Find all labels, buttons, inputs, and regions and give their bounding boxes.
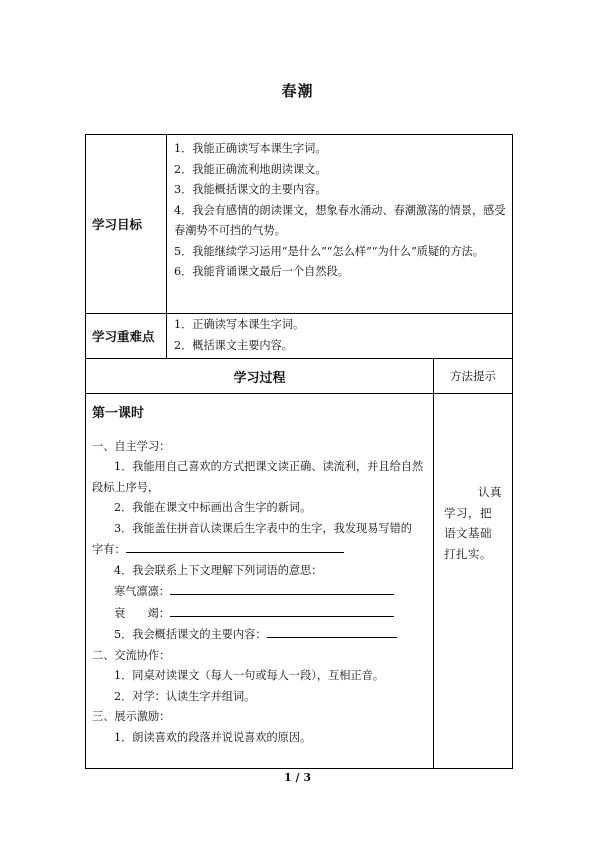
- key-points-label: 学习重难点: [86, 314, 167, 359]
- showcase-item: 1．朗读喜欢的段落并说说喜欢的原因。: [114, 730, 312, 744]
- term-row: 衰 竭：: [92, 603, 427, 625]
- method-tip: [434, 394, 513, 769]
- self-study-item: 1．我能用自己喜欢的方式把课文读正确、读流利，并且给自然段标上序号，: [92, 460, 424, 494]
- document-title: 春潮: [281, 82, 314, 100]
- lesson-title: 第一课时: [92, 406, 145, 421]
- method-tip-text: 认真学习，把语文基础打扎实。: [444, 485, 502, 561]
- goals-list: [167, 135, 513, 314]
- goal-item: 3．我能概括课文的主要内容。: [174, 183, 327, 196]
- key-point-item: 2．概括课文主要内容。: [174, 338, 293, 352]
- goal-item: 2．我能正确流利地朗读课文。: [174, 162, 327, 176]
- self-study-item: 5．我会概括课文的主要内容：: [92, 624, 427, 646]
- goal-item: 1．我能正确读写本课生字词。: [174, 142, 327, 155]
- section-collaboration: 二、交流协作：: [92, 648, 171, 662]
- collaboration-item: 1．同桌对读课文（每人一句或每人一段），互相正音。: [114, 669, 385, 682]
- self-study-item-cont: 字有：: [92, 539, 427, 561]
- collaboration-item: 2．对学：认读生字并组词。: [114, 689, 256, 703]
- process-header: 学习过程: [86, 359, 434, 394]
- method-header: 方法提示: [434, 359, 513, 394]
- lesson-plan-table: [85, 134, 513, 769]
- answer-blank[interactable]: [267, 624, 397, 638]
- goal-item: 5．我能继续学习运用“是什么”“怎么样”“为什么”质疑的方法。: [174, 244, 484, 258]
- key-point-item: 1．正确读写本课生字词。: [174, 318, 305, 331]
- section-self-study: 一、自主学习：: [92, 439, 171, 453]
- goal-item: 6．我能背诵课文最后一个自然段。: [174, 265, 349, 278]
- goals-label: 学习目标: [86, 135, 167, 314]
- lesson-process: [86, 394, 434, 769]
- self-study-item: 3．我能盖住拼音认读课后生字表中的生字，我发现易写错的: [114, 521, 412, 535]
- term-row: 寒气凛凛：: [92, 581, 427, 603]
- answer-blank[interactable]: [170, 603, 394, 617]
- self-study-item: 2．我能在课文中标画出含生字的新词。: [114, 501, 312, 514]
- page-number: 1 / 3: [284, 771, 311, 784]
- key-points-list: [167, 314, 513, 359]
- self-study-item: 4．我会联系上下文理解下列词语的意思：: [114, 563, 323, 577]
- goal-item: 4．我会有感情的朗读课文，想象春水涌动、春潮激荡的情景，感受春潮势不可挡的气势。: [174, 203, 506, 237]
- answer-blank[interactable]: [170, 581, 394, 595]
- answer-blank[interactable]: [126, 539, 344, 553]
- section-showcase: 三、展示激励：: [92, 710, 171, 723]
